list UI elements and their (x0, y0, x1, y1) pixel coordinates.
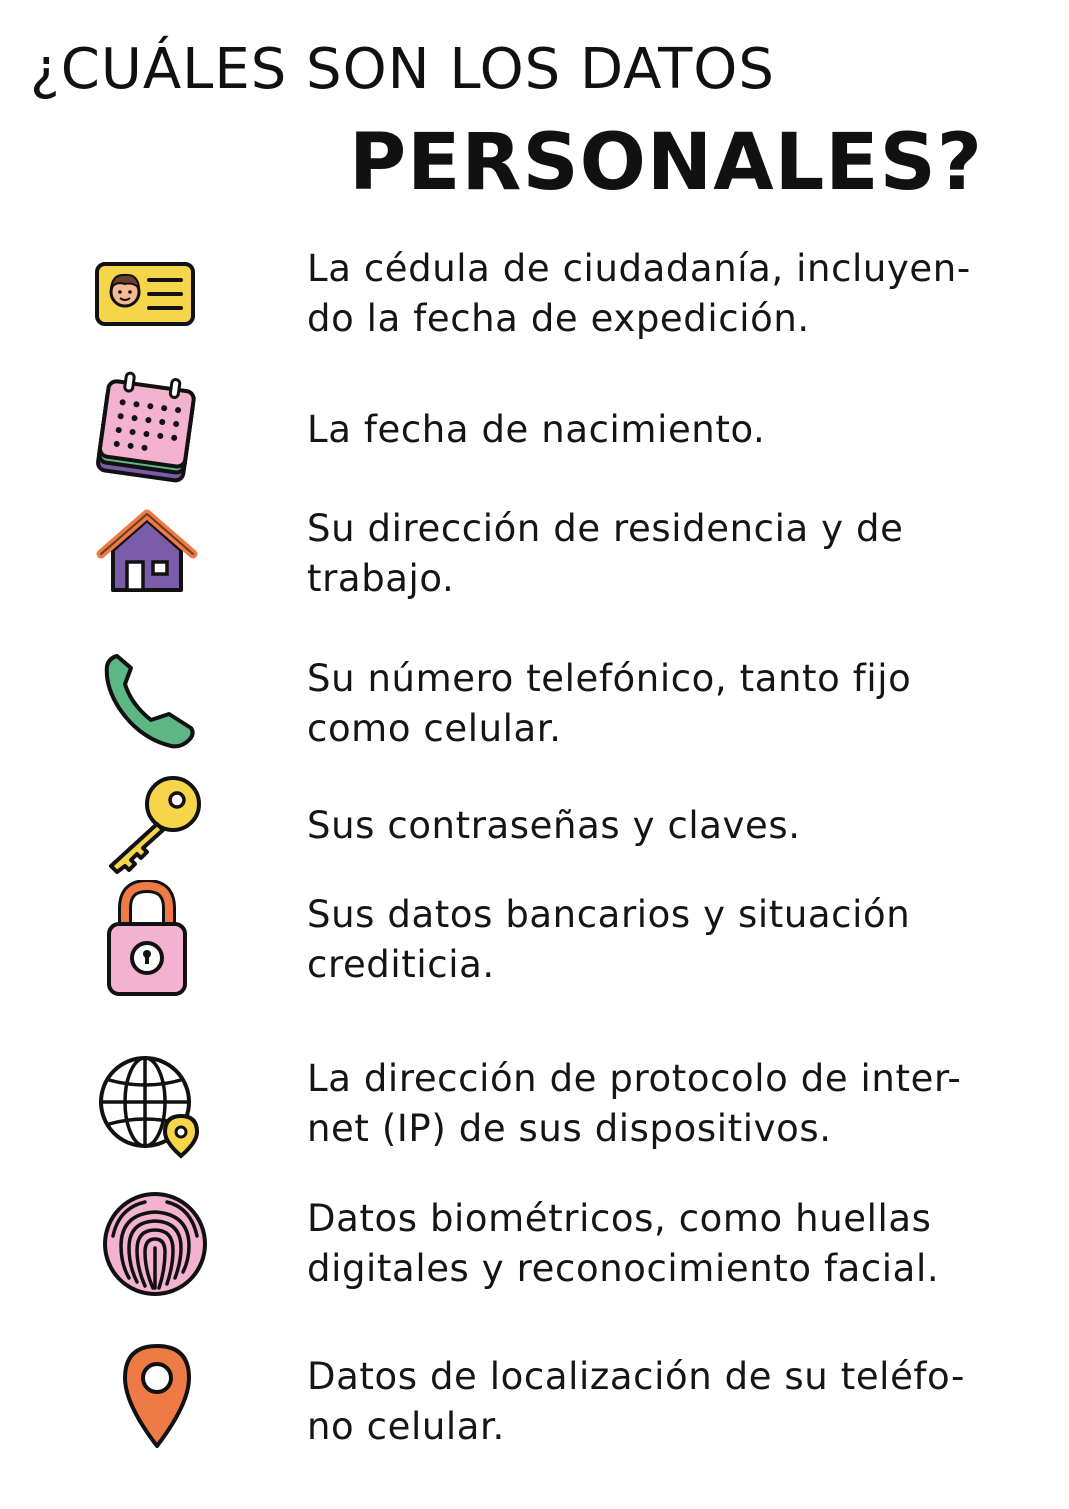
id-card-icon (85, 234, 210, 354)
padlock-icon (85, 880, 210, 1000)
item-text: Su número telefónico, tanto fijo como celular. (307, 657, 912, 750)
item-text: Sus datos bancarios y situación crediticia. (307, 893, 911, 986)
list-item-calendar (0, 370, 1069, 490)
item-text: Datos biométricos, como huellas digitales y reconocimiento facial. (307, 1197, 940, 1290)
calendar-icon (85, 370, 210, 490)
list-item-fingerprint (0, 1184, 1069, 1304)
title-line-2: PERSONALES? (348, 118, 983, 208)
item-text: La fecha de nacimiento. (307, 408, 766, 451)
key-icon (85, 766, 210, 886)
item-text: Datos de localización de su teléfo- no celular. (307, 1355, 965, 1448)
globe-location-icon (85, 1044, 210, 1164)
list-item-id-card (0, 234, 1069, 354)
list-item-location (0, 1342, 1069, 1462)
list-item-phone (0, 644, 1069, 764)
item-text: La cédula de ciudadanía, incluyen- do la fecha de expedición. (307, 247, 971, 340)
list-item-globe (0, 1044, 1069, 1164)
house-icon (85, 494, 210, 614)
location-pin-icon (85, 1342, 210, 1462)
title-line-1: ¿CUÁLES SON LOS DATOS (30, 37, 775, 102)
list-item-padlock (0, 880, 1069, 1000)
list-item-key (0, 766, 1069, 886)
item-text: Su dirección de residencia y de trabajo. (307, 507, 904, 600)
list-item-house (0, 494, 1069, 614)
phone-icon (85, 644, 210, 764)
item-text: Sus contraseñas y claves. (307, 804, 801, 847)
fingerprint-icon (85, 1184, 210, 1304)
item-text: La dirección de protocolo de inter- net (IP) de sus dispositivos. (307, 1057, 962, 1150)
